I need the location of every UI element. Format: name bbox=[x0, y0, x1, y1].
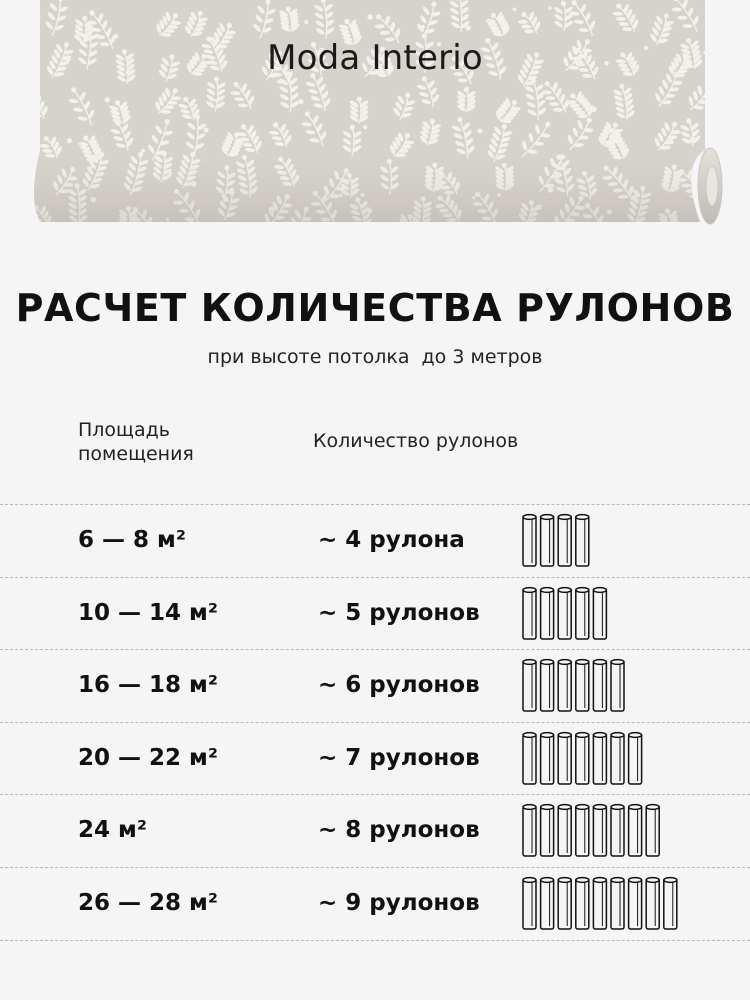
roll-count: ~ 7 рулонов bbox=[318, 744, 480, 771]
rolls-icon-group bbox=[522, 658, 630, 714]
wallpaper-roll-icon bbox=[541, 587, 554, 638]
wallpaper-roll-icon bbox=[611, 660, 624, 711]
wallpaper-roll-icon bbox=[558, 660, 571, 711]
wallpaper-roll-icon bbox=[611, 878, 624, 929]
wallpaper-roll-icon bbox=[629, 805, 642, 856]
table-row bbox=[0, 722, 750, 795]
wallpaper-roll-icon bbox=[541, 660, 554, 711]
table-row bbox=[0, 867, 750, 941]
wallpaper-roll-icon bbox=[664, 878, 677, 929]
table-row bbox=[0, 504, 750, 577]
room-area: 16 — 18 м² bbox=[78, 672, 218, 699]
wallpaper-roll-icon bbox=[611, 805, 624, 856]
table-row bbox=[0, 649, 750, 722]
wallpaper-roll-icon bbox=[576, 515, 589, 566]
roll-count: ~ 9 рулонов bbox=[318, 889, 480, 916]
wallpaper-roll-icon bbox=[576, 587, 589, 638]
wallpaper-roll-icon bbox=[576, 805, 589, 856]
wallpaper-roll-icon bbox=[558, 732, 571, 783]
wallpaper-roll-icon bbox=[523, 660, 536, 711]
page-subtitle: при высоте потолка до 3 метров bbox=[207, 346, 543, 368]
wallpaper-roll-icon bbox=[593, 587, 606, 638]
wallpaper-roll-icon bbox=[541, 878, 554, 929]
wallpaper-roll-icon bbox=[558, 878, 571, 929]
table-row bbox=[0, 577, 750, 650]
wallpaper-roll-icon bbox=[541, 805, 554, 856]
wallpaper-roll-icon bbox=[558, 805, 571, 856]
room-area: 24 м² bbox=[78, 817, 147, 844]
brand-name: Moda Interio bbox=[267, 38, 483, 78]
rolls-icon-group bbox=[522, 876, 683, 932]
roll-count: ~ 5 рулонов bbox=[318, 599, 480, 626]
room-area: 20 — 22 м² bbox=[78, 744, 218, 771]
roll-count: ~ 6 рулонов bbox=[318, 672, 480, 699]
wallpaper-roll-icon bbox=[646, 878, 659, 929]
room-area: 6 — 8 м² bbox=[78, 527, 186, 553]
wallpaper-roll-icon bbox=[576, 660, 589, 711]
wallpaper-roll-icon bbox=[611, 732, 624, 783]
wallpaper-roll-icon bbox=[593, 878, 606, 929]
wallpaper-roll-icon bbox=[629, 732, 642, 783]
page-title: РАСЧЕТ КОЛИЧЕСТВА РУЛОНОВ bbox=[15, 286, 735, 330]
wallpaper-roll-icon bbox=[593, 732, 606, 783]
wallpaper-roll-icon bbox=[558, 587, 571, 638]
wallpaper-roll-image bbox=[0, 0, 750, 230]
roll-count: ~ 8 рулонов bbox=[318, 817, 480, 844]
rolls-icon-group bbox=[522, 803, 665, 859]
wallpaper-roll-icon bbox=[576, 878, 589, 929]
room-area: 10 — 14 м² bbox=[78, 599, 218, 626]
wallpaper-roll-icon bbox=[558, 515, 571, 566]
wallpaper-roll-icon bbox=[646, 805, 659, 856]
wallpaper-roll-icon bbox=[593, 660, 606, 711]
column-header-area bbox=[78, 418, 194, 466]
wallpaper-roll-icon bbox=[629, 878, 642, 929]
rolls-table bbox=[0, 504, 750, 941]
rolls-icon-group bbox=[522, 513, 595, 569]
wallpaper-pattern-illustration bbox=[0, 0, 750, 230]
wallpaper-roll-icon bbox=[576, 732, 589, 783]
wallpaper-roll-icon bbox=[541, 515, 554, 566]
roll-count: ~ 4 рулона bbox=[318, 527, 465, 553]
wallpaper-roll-icon bbox=[523, 515, 536, 566]
table-row bbox=[0, 794, 750, 867]
wallpaper-roll-icon bbox=[593, 805, 606, 856]
wallpaper-roll-icon bbox=[523, 587, 536, 638]
rolls-icon-group bbox=[522, 731, 648, 787]
wallpaper-roll-icon bbox=[523, 878, 536, 929]
wallpaper-roll-icon bbox=[541, 732, 554, 783]
room-area: 26 — 28 м² bbox=[78, 889, 218, 916]
rolls-icon-group bbox=[522, 586, 612, 642]
column-header-count: Количество рулонов bbox=[313, 430, 519, 452]
column-header-area-line1: Площадь bbox=[78, 419, 170, 441]
wallpaper-roll-icon bbox=[523, 805, 536, 856]
column-header-area-line2: помещения bbox=[78, 443, 194, 465]
wallpaper-roll-icon bbox=[523, 732, 536, 783]
